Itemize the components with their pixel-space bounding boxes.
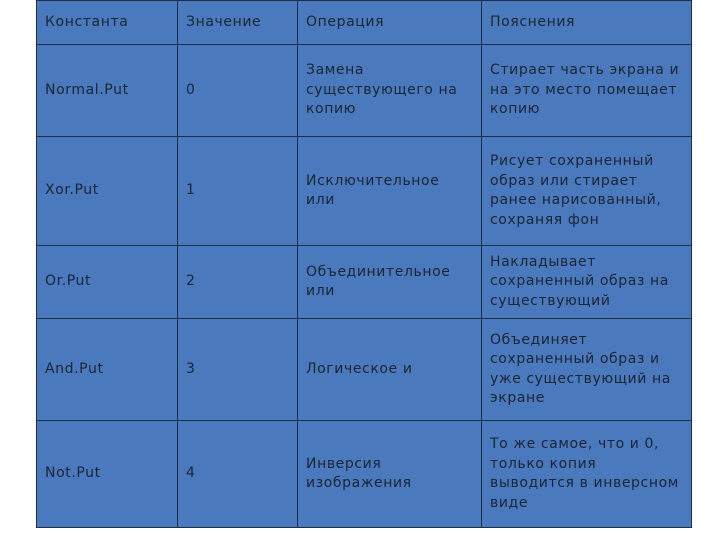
- header-operation: Операция: [298, 1, 482, 45]
- cell-value: 1: [178, 137, 298, 246]
- cell-explanation: То же самое, что и 0, только копия выводится в инверсном виде: [482, 421, 692, 528]
- table-header-row: [37, 1, 692, 45]
- cell-constant: Xor.Put: [37, 137, 178, 246]
- cell-explanation: Объединяет сохраненный образ и уже существующий на экране: [482, 319, 692, 421]
- cell-constant: Not.Put: [37, 421, 178, 528]
- cell-value: 3: [178, 319, 298, 421]
- table-row: [37, 137, 692, 246]
- cell-explanation: Стирает часть экрана и на это место помещает копию: [482, 45, 692, 137]
- cell-constant: Normal.Put: [37, 45, 178, 137]
- put-modes-table-container: [36, 0, 691, 528]
- put-modes-table: [36, 0, 692, 528]
- cell-operation: Объединительное или: [298, 246, 482, 319]
- cell-operation: Логическое и: [298, 319, 482, 421]
- cell-operation: Замена существующего на копию: [298, 45, 482, 137]
- cell-constant: Or.Put: [37, 246, 178, 319]
- header-constant: Константа: [37, 1, 178, 45]
- header-explanation: Пояснения: [482, 1, 692, 45]
- cell-value: 0: [178, 45, 298, 137]
- cell-value: 4: [178, 421, 298, 528]
- table-row: [37, 319, 692, 421]
- cell-explanation: Накладывает сохраненный образ на существующий: [482, 246, 692, 319]
- cell-constant: And.Put: [37, 319, 178, 421]
- table-row: [37, 45, 692, 137]
- cell-operation: Инверсия изображения: [298, 421, 482, 528]
- cell-explanation: Рисует сохраненный образ или стирает ранее нарисованный, сохраняя фон: [482, 137, 692, 246]
- cell-operation: Исключительное или: [298, 137, 482, 246]
- table-row: [37, 246, 692, 319]
- table-row: [37, 421, 692, 528]
- cell-value: 2: [178, 246, 298, 319]
- header-value: Значение: [178, 1, 298, 45]
